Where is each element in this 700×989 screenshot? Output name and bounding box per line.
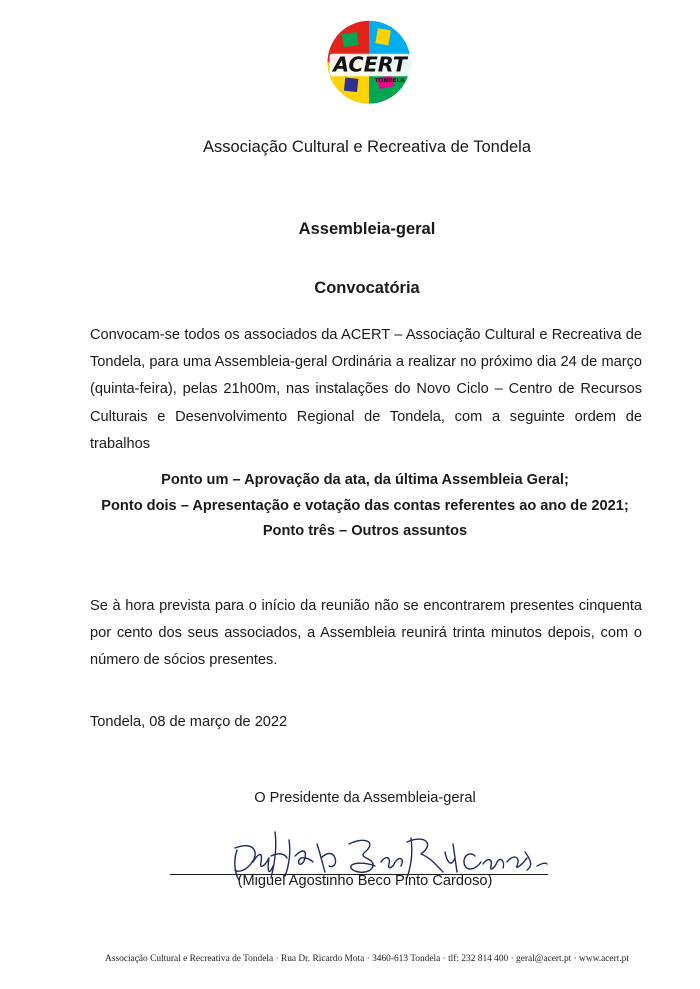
footer-contact: Associação Cultural e Recreativa de Tondela · Rua Dr. Ricardo Mota · 3460-613 Tondela · tlf: 232 814 400 · geral@acert.pt · www.acert.pt xyxy=(105,954,629,964)
quorum-paragraph: Se à hora prevista para o início da reunião não se encontrarem presentes cinquenta por cento dos seus associados, a Assembleia reunirá trinta minutos depois, com o número de sócios presentes. xyxy=(90,598,642,669)
document-heading: Assembleia-geral xyxy=(298,220,436,238)
date-line: Tondela, 08 de março de 2022 xyxy=(90,714,288,730)
intro-paragraph: Convocam-se todos os associados da ACERT – Associação Cultural e Recreativa de Tondela, para uma Assembleia-geral Ordinária a realizar no próximo dia 24 de março (quinta-feira), pelas 21h00m, nas instalações do Novo Ciclo – Centro de Recursos Culturais e Desenvolvimento Regional de Tondela, com a seguinte ordem de trabalhos xyxy=(90,327,642,452)
agenda-item: Ponto dois – Apresentação e votação das contas referentes ao ano de 2021; xyxy=(101,497,629,514)
document-subheading: Convocatória xyxy=(314,279,420,297)
agenda-item: Ponto três – Outros assuntos xyxy=(262,523,468,539)
logo-subtext: TONDELA xyxy=(374,77,405,84)
agenda-item: Ponto um – Aprovação da ata, da última Assembleia Geral; xyxy=(161,472,569,488)
acert-logo xyxy=(322,18,416,112)
logo-wordmark: ACERT xyxy=(333,52,407,77)
organization-title: Associação Cultural e Recreativa de Tondela xyxy=(202,138,532,156)
signer-role: O Presidente da Assembleia-geral xyxy=(254,790,476,806)
signer-name: (Miguel Agostinho Beco Pinto Cardoso) xyxy=(237,873,493,889)
agenda-list xyxy=(0,468,700,545)
